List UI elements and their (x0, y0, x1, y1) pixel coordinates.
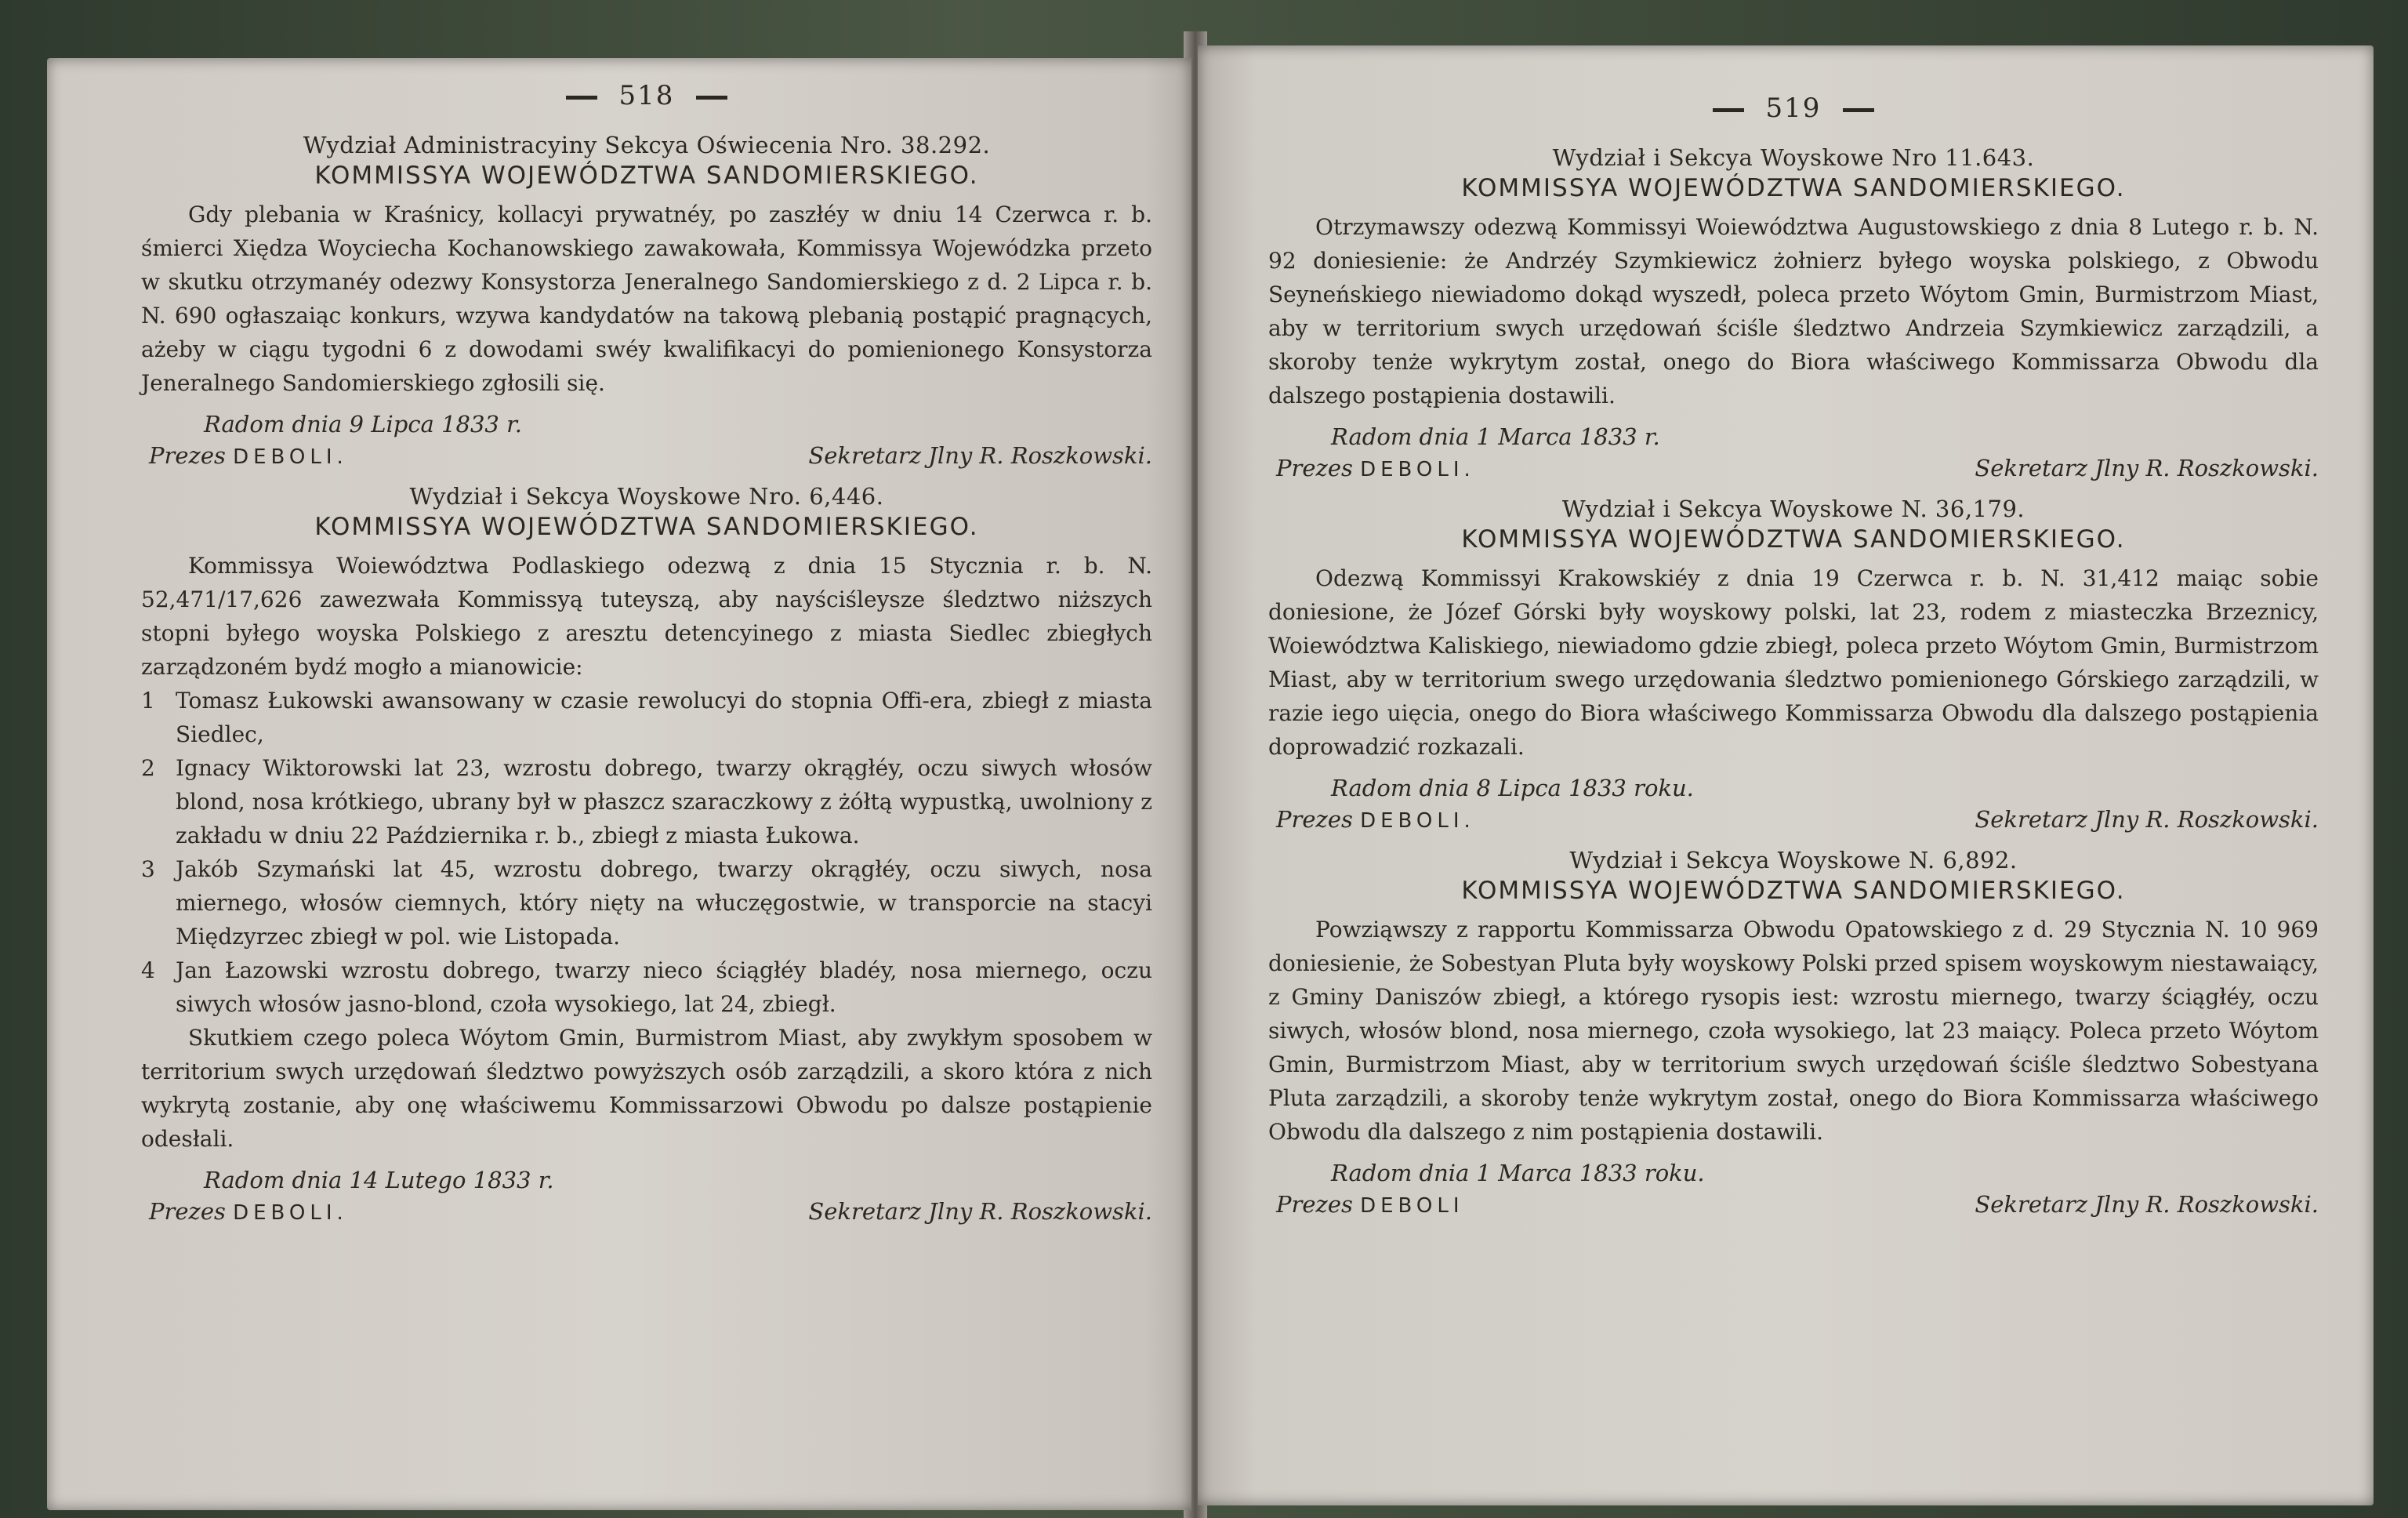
prezes-name: DEBOLI. (1360, 458, 1475, 481)
notice-header: Wydział i Sekcya Woyskowe Nro. 6,446. (409, 483, 884, 510)
prezes-signature (1276, 806, 1475, 833)
notice-body: Odezwą Kommissyi Krakowskiéy z dnia 19 Czerwca r. b. N. 31,412 maiąc sobie doniesione, że Józef Górski były woyskowy polski, lat 23, rodem z miasteczka Brzeznicy, Woiewództwa Kaliskiego, niewiadomo gdzie zbiegł, poleca przeto Wóytom Gmin, Burmistrzom Miast, aby w territorium swego urzędowania śledztwo pomienionego Górskiego zarządzili, w razie iego uięcia, onego do Biora właściwego Kommissarza Obwodu dla dalszego postąpienia doprowadzić rozkazali. (1268, 565, 2319, 760)
notice-signatures (1268, 806, 2319, 833)
notice-body: Gdy plebania w Kraśnicy, kollacyi prywatnéy, po zaszłéy w dniu 14 Czerwca r. b. śmierci Xiędza Woyciecha Kochanowskiego zawakowała, Kommissya Wojewódzka przeto w skutku otrzymanéy odezwy Konsystorza Jeneralnego Sandomierskiego z d. 2 Lipca r. b. N. 690 ogłaszaiąc konkurs, wzywa kandydatów na takową plebanią postąpić pragnących, ażeby w ciągu tygodni 6 z dowodami swéy kwalifikacyi do pomienionego Konsystorza Jeneralnego Sandomierskiego zgłosili się. (141, 202, 1152, 396)
list-item (141, 852, 1152, 953)
prezes-label: Prezes (149, 442, 226, 469)
notice-signatures (1268, 1191, 2319, 1218)
notice-date: Radom dnia 8 Lipca 1833 roku. (1331, 775, 1694, 801)
list-text: Tomasz Łukowski awansowany w czasie rewolucyi do stopnia Offi-era, zbiegł z miasta Siedlec, (176, 688, 1152, 747)
prezes-label: Prezes (1276, 806, 1353, 833)
page-number (1268, 93, 2319, 124)
notice-date: Radom dnia 1 Marca 1833 roku. (1331, 1160, 1705, 1186)
left-page-column (141, 80, 1152, 1239)
secretary-signature: Sekretarz Jlny R. Roszkowski. (1975, 1191, 2319, 1218)
list-text: Jan Łazowski wzrostu dobrego, twarzy nieco ściągłéy bladéy, nosa miernego, oczu siwych włosów jasno-blond, czoła wysokiego, lat 24, zbiegł. (176, 957, 1152, 1017)
prezes-label: Prezes (1276, 455, 1353, 481)
prezes-name: DEBOLI (1360, 1194, 1464, 1218)
notice-closing: Skutkiem czego poleca Wóytom Gmin, Burmistrom Miast, aby zwykłym sposobem w territorium swych urzędowań śledztwo powyższych osób zarządzili, a skoro która z nich wykrytą zostanie, aby onę właściwemu Kommissarzowi Obwodu po dalsze postąpienie odesłali. (141, 1025, 1152, 1152)
list-text: Jakób Szymański lat 45, wzrostu dobrego, twarzy okrągłéy, oczu siwych, nosa miernego, włosów ciemnych, który nięty na włuczęgostwie, w transporcie na stacyi Międzyrzec zbiegł w pol. wie Listopada. (176, 856, 1152, 950)
page-number (141, 80, 1152, 111)
notice-header: Wydział i Sekcya Woyskowe Nro 11.643. (1552, 144, 2035, 171)
list-number: 1 (141, 688, 155, 714)
prezes-signature (1276, 455, 1475, 481)
prezes-signature (1276, 1191, 1464, 1218)
prezes-label: Prezes (149, 1198, 226, 1225)
prezes-signature (149, 442, 348, 469)
page-number-text: 519 (1765, 93, 1822, 124)
prezes-label: Prezes (1276, 1191, 1353, 1218)
prezes-name: DEBOLI. (233, 1201, 348, 1225)
notice-body: Powziąwszy z rapportu Kommissarza Obwodu Opatowskiego z d. 29 Stycznia N. 10 969 doniesienie, że Sobestyan Pluta były woyskowy Polski przed spisem woyskowym niestawaiący, z Gminy Daniszów zbiegł, a którego rysopis iest: wzrostu miernego, twarzy ściągłéy, oczu siwych, włosów blond, nosa miernego, czoła wysokiego, lat 23 maiący. Poleca przeto Wóytom Gmin, Burmistrzom Miast, aby w territorium swych urzędowań ściśle śledztwo Sobestyana Pluta zarządzili, a skoroby tenże wykrytym został, onego do Biora Kommissarza właściwego Obwodu dla dalszego z nim postąpienia dostawili. (1268, 917, 2319, 1145)
notice-date: Radom dnia 14 Lutego 1833 r. (204, 1167, 554, 1193)
prezes-name: DEBOLI. (233, 445, 348, 469)
list-item (141, 953, 1152, 1021)
notice-date: Radom dnia 1 Marca 1833 r. (1331, 423, 1660, 450)
right-page-column (1268, 93, 2319, 1232)
notice-signatures (1268, 455, 2319, 481)
fugitive-list (141, 684, 1152, 1021)
notice-signatures (141, 1198, 1152, 1225)
notice-body: Otrzymawszy odezwą Kommissyi Woiewództwa Augustowskiego z dnia 8 Lutego r. b. N. 92 doniesienie: że Andrzéy Szymkiewicz żołnierz byłego woyska polskiego, z Obwodu Seyneńskiego niewiadomo dokąd wyszedł, poleca przeto Wóytom Gmin, Burmistrzom Miast, aby w territorium swych urzędowań ściśle śledztwo Andrzeia Szymkiewicz zarządzili, a skoroby tenże wykrytym został, onego do Biora właściwego Kommissarza Obwodu dla dalszego postąpienia dostawili. (1268, 214, 2319, 409)
notice-body: Kommissya Woiewództwa Podlaskiego odezwą z dnia 15 Stycznia r. b. N. 52,471/17,626 zawezwała Kommissyą tuteyszą, aby nayściśleysze śledztwo niższych stopni byłego woyska Polskiego z aresztu detencyinego z miasta Siedlec zbiegłych zarządzoném bydź mogło a mianowicie: (141, 553, 1152, 680)
notice-header: Wydział Administracyiny Sekcya Oświecenia Nro. 38.292. (303, 132, 991, 158)
list-item (141, 751, 1152, 852)
prezes-name: DEBOLI. (1360, 809, 1475, 833)
list-number: 4 (141, 957, 155, 983)
notice-title: KOMMISSYA WOJEWÓDZTWA SANDOMIERSKIEGO. (1461, 174, 2126, 202)
notice-header: Wydział i Sekcya Woyskowe N. 36,179. (1561, 496, 2025, 522)
secretary-signature: Sekretarz Jlny R. Roszkowski. (1975, 455, 2319, 481)
notice-date: Radom dnia 9 Lipca 1833 r. (204, 411, 522, 438)
left-page (47, 58, 1191, 1510)
secretary-signature: Sekretarz Jlny R. Roszkowski. (1975, 806, 2319, 833)
list-number: 3 (141, 856, 155, 882)
secretary-signature: Sekretarz Jlny R. Roszkowski. (808, 442, 1152, 469)
notice-title: KOMMISSYA WOJEWÓDZTWA SANDOMIERSKIEGO. (314, 162, 979, 190)
list-item (141, 684, 1152, 751)
page-number-text: 518 (618, 80, 675, 111)
list-text: Ignacy Wiktorowski lat 23, wzrostu dobrego, twarzy okrągłéy, oczu siwych włosów blond, nosa krótkiego, ubrany był w płaszcz szaraczkowy z żółtą wypustką, uwolniony z zakładu w dniu 22 Października r. b., zbiegł z miasta Łukowa. (176, 755, 1152, 848)
notice-header: Wydział i Sekcya Woyskowe N. 6,892. (1569, 847, 2018, 873)
right-page (1198, 45, 2374, 1505)
notice-title: KOMMISSYA WOJEWÓDZTWA SANDOMIERSKIEGO. (1461, 525, 2126, 554)
prezes-signature (149, 1198, 348, 1225)
list-number: 2 (141, 755, 155, 781)
notice-title: KOMMISSYA WOJEWÓDZTWA SANDOMIERSKIEGO. (1461, 877, 2126, 905)
secretary-signature: Sekretarz Jlny R. Roszkowski. (808, 1198, 1152, 1225)
notice-title: KOMMISSYA WOJEWÓDZTWA SANDOMIERSKIEGO. (314, 513, 979, 541)
notice-signatures (141, 442, 1152, 469)
